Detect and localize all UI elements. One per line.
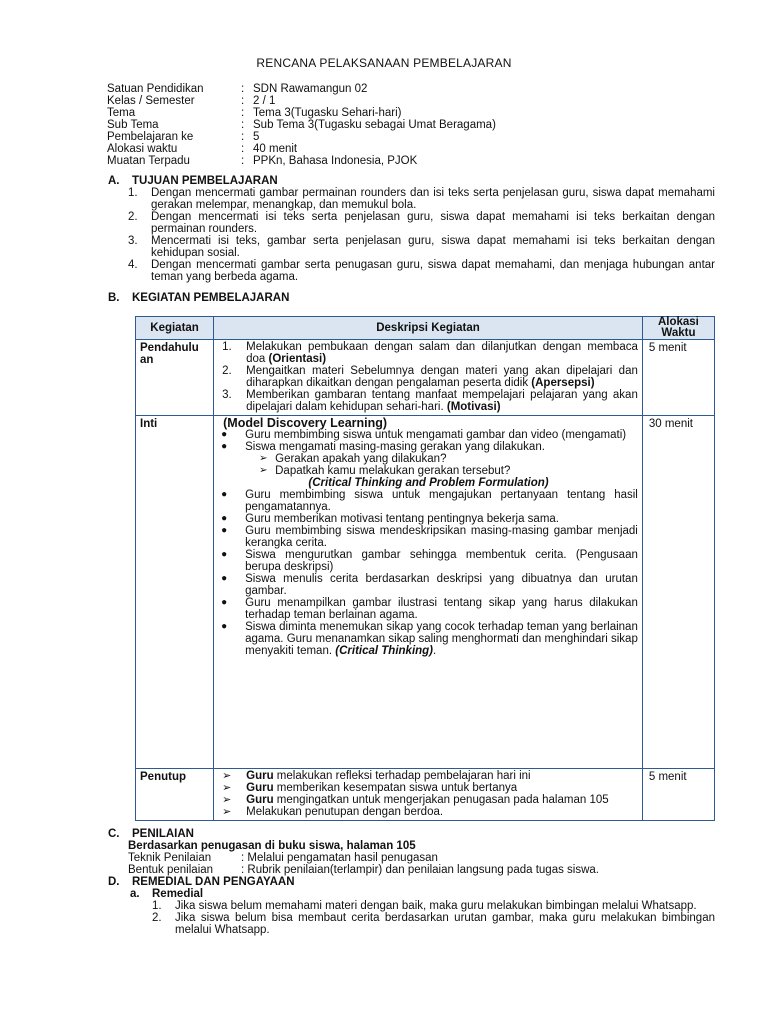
table-row <box>136 340 715 416</box>
bullet-icon: ● <box>221 489 228 500</box>
alokasi-pendahuluan: 5 menit <box>642 340 714 416</box>
arrow-bullet-icon: ➢ <box>222 794 232 806</box>
list-item: ● Guru membimbing siswa untuk mengajukan pertanyaan tentang hasil pengamatannya. <box>221 489 638 513</box>
info-row: Alokasi waktu : 40 menit <box>107 143 298 155</box>
list-item: 3. Memberikan gambaran tentang manfaat mempelajari pelajaran yang akan dipelajari dalam kehidupan sehari-hari. (Motivasi) <box>222 389 638 413</box>
section-c-heading: C. PENILAIAN <box>108 828 194 840</box>
bullet-icon: ● <box>221 549 228 560</box>
info-value: 40 menit <box>253 143 298 155</box>
list-item: 4. Dengan mencermati gambar serta penugasan guru, siswa dapat memahami, dan menjaga hubungan antar teman yang berbeda agama. <box>128 259 715 283</box>
section-a-heading: A. TUJUAN PEMBELAJARAN <box>108 175 278 187</box>
penutup-description <box>214 769 643 821</box>
activities-table <box>135 316 715 821</box>
info-value: Tema 3(Tugasku Sehari-hari) <box>253 107 402 119</box>
arrow-bullet-icon: ➢ <box>222 770 232 782</box>
list-item: ● Siswa mengamati masing-masing gerakan yang dilakukan. <box>221 441 545 453</box>
critical-thinking-label: (Critical Thinking and Problem Formulation) <box>308 477 549 489</box>
alokasi-penutup: 5 menit <box>642 769 714 821</box>
bullet-icon: ● <box>221 513 228 524</box>
list-item: ➢ Guru memberikan kesempatan siswa untuk bertanya <box>218 782 638 794</box>
list-item: 2. Jika siswa belum bisa membaut cerita berdasarkan urutan gambar, maka guru melakukan bimbingan melalui Whatsapp. <box>152 912 715 936</box>
remedial-list <box>152 900 715 936</box>
bullet-icon: ● <box>221 573 228 584</box>
pendahuluan-description <box>214 340 643 416</box>
info-value: PPKn, Bahasa Indonesia, PJOK <box>253 155 418 167</box>
info-label: Tema <box>107 107 136 119</box>
arrow-bullet-icon: ➢ <box>222 782 232 794</box>
bullet-icon: ● <box>221 525 228 536</box>
list-item: ➢ Melakukan penutupan dengan berdoa. <box>218 806 638 818</box>
alokasi-inti: 30 menit <box>642 416 714 769</box>
assessment-subheading: Berdasarkan penugasan di buku siswa, halaman 105 <box>128 840 416 852</box>
arrow-bullet-icon: ➢ <box>259 453 268 464</box>
list-item: 1. Jika siswa belum memahami materi dengan baik, maka guru melakukan bimbingan melalui Whatsapp. <box>152 900 697 912</box>
list-item: ● Siswa diminta menemukan sikap yang cocok terhadap teman yang berlainan agama. Guru menanamkan sikap saling menghormati dan menghindari sikap menyakiti teman. (Critical Thinking). <box>221 621 638 657</box>
list-item: ● Guru menampilkan gambar ilustrasi tentang sikap yang harus dilakukan terhadap teman berlainan agama. <box>221 597 638 621</box>
list-item: ➢ Guru melakukan refleksi terhadap pembelajaran hari ini <box>218 770 638 782</box>
info-row: Sub Tema : Sub Tema 3(Tugasku sebagai Umat Beragama) <box>107 119 496 131</box>
model-heading: (Model Discovery Learning) <box>223 416 388 430</box>
info-row: Kelas / Semester : 2 / 1 <box>107 95 276 107</box>
table-header-row <box>136 317 715 340</box>
header-kegiatan: Kegiatan <box>136 317 214 340</box>
assessment-row: Teknik Penilaian : Melalui pengamatan hasil penugasan <box>128 852 438 864</box>
info-value: 5 <box>253 131 260 143</box>
info-label: Muatan Terpadu <box>107 155 190 167</box>
sub-item: ➢ Dapatkah kamu melakukan gerakan tersebut? <box>259 465 511 477</box>
assessment-block <box>128 840 718 876</box>
section-d-heading: D. REMEDIAL DAN PENGAYAAN <box>108 876 295 888</box>
info-row: Pembelajaran ke : 5 <box>107 131 260 143</box>
row-label-penutup: Penutup <box>136 769 214 821</box>
bullet-icon: ● <box>221 429 228 440</box>
list-item: ● Guru memberikan motivasi tentang pentingnya bekerja sama. <box>221 513 559 525</box>
info-row: Satuan Pendidikan : SDN Rawamangun 02 <box>107 83 368 95</box>
list-item: ● Siswa mengurutkan gambar sehingga membentuk cerita. (Pengusaan berupa deskripsi) <box>221 549 638 573</box>
row-label-inti: Inti <box>136 416 214 769</box>
table-row <box>136 769 715 821</box>
info-row: Muatan Terpadu : PPKn, Bahasa Indonesia, PJOK <box>107 155 418 167</box>
info-value: 2 / 1 <box>253 95 276 107</box>
bullet-icon: ● <box>221 441 228 452</box>
info-row: Tema : Tema 3(Tugasku Sehari-hari) <box>107 107 402 119</box>
list-item: 2. Dengan mencermati isi teks serta penjelasan guru, siswa dapat memahami isi teks berkaitan dengan permainan rounders. <box>128 211 715 235</box>
list-item: 1. Dengan mencermati gambar permainan rounders dan isi teks serta penjelasan guru, siswa dapat memahami gerakan melempar, menangkap, dan memukul bola. <box>128 187 715 211</box>
bullet-icon: ● <box>221 597 228 608</box>
list-item: ● Guru membimbing siswa mendeskripsikan masing-masing gambar menjadi kerangka cerita. <box>221 525 638 549</box>
identity-info <box>107 83 667 167</box>
row-label-pendahuluan: Pendahulu an <box>136 340 214 416</box>
list-item: 2. Mengaitkan materi Sebelumnya dengan materi yang akan dipelajari dan diharapkan dikaitkan dengan pengalaman peserta didik (Apersepsi) <box>222 365 638 389</box>
header-alokasi: Alokasi Waktu <box>642 317 714 340</box>
list-item: ➢ Guru mengingatkan untuk mengerjakan penugasan pada halaman 105 <box>218 794 638 806</box>
info-value: SDN Rawamangun 02 <box>253 83 368 95</box>
info-label: Pembelajaran ke <box>107 131 194 143</box>
arrow-bullet-icon: ➢ <box>222 806 232 818</box>
sub-item: ➢ Gerakan apakah yang dilakukan? <box>259 453 447 465</box>
header-deskripsi: Deskripsi Kegiatan <box>214 317 643 340</box>
objectives-list <box>128 187 715 283</box>
info-label: Sub Tema <box>107 119 159 131</box>
inti-description <box>214 416 643 769</box>
document-title: RENCANA PELAKSANAAN PEMBELAJARAN <box>256 56 512 70</box>
list-item: 1. Melakukan pembukaan dengan salam dan dilanjutkan dengan membaca doa (Orientasi) <box>222 341 638 365</box>
section-b-heading: B. KEGIATAN PEMBELAJARAN <box>108 292 290 304</box>
info-label: Satuan Pendidikan <box>107 83 204 95</box>
info-label: Kelas / Semester <box>107 95 195 107</box>
info-label: Alokasi waktu <box>107 143 178 155</box>
info-value: Sub Tema 3(Tugasku sebagai Umat Beragama) <box>253 119 496 131</box>
list-item: ● Guru membimbing siswa untuk mengamati gambar dan video (mengamati) <box>221 429 627 441</box>
remedial-heading: a. Remedial <box>130 888 204 900</box>
assessment-row: Bentuk penilaian : Rubrik penilaian(terlampir) dan penilaian langsung pada tugas siswa. <box>128 864 599 876</box>
arrow-bullet-icon: ➢ <box>259 465 268 476</box>
list-item: 3. Mencermati isi teks, gambar serta penjelasan guru, siswa dapat memahami isi teks berkaitan dengan kehidupan sosial. <box>128 235 715 259</box>
bullet-icon: ● <box>221 621 228 632</box>
list-item: ● Siswa menulis cerita berdasarkan deskripsi yang dibuatnya dan urutan gambar. <box>221 573 638 597</box>
table-row <box>136 416 715 769</box>
